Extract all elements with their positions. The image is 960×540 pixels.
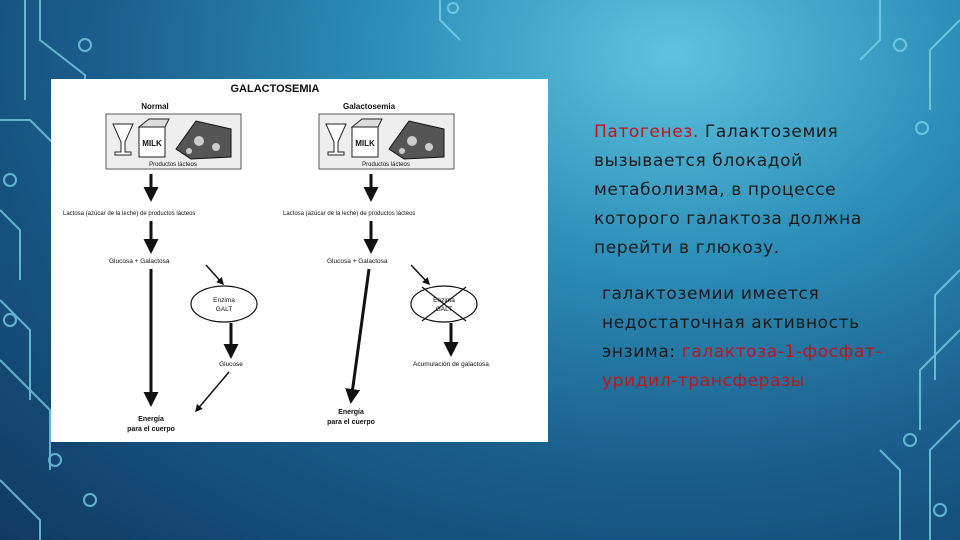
enzyme-deficiency-text: галактоземии имеется недостаточная активность энзима: bbox=[602, 284, 860, 362]
right-enzyme-line1: Enzima bbox=[433, 297, 455, 304]
right-enzyme-line2: GALT bbox=[435, 306, 453, 313]
right-energy-line2: para el cuerpo bbox=[327, 419, 375, 426]
right-dairy-products-image bbox=[319, 114, 454, 169]
left-header: Normal bbox=[141, 102, 169, 111]
right-energy-line1: Energía bbox=[338, 409, 364, 416]
diagram-title: GALACTOSEMIA bbox=[230, 83, 320, 95]
left-energy-line2: para el cuerpo bbox=[127, 426, 175, 433]
left-milk-label: MILK bbox=[142, 139, 162, 148]
enzyme-deficiency-paragraph bbox=[602, 280, 902, 396]
left-lactose-label: Lactosa (azúcar de la leche) de productos lácteos bbox=[63, 211, 196, 217]
left-dairy-products-image bbox=[106, 114, 241, 169]
enzyme-name: галактоза-1-фосфат-уридил-трансферазы bbox=[602, 342, 883, 391]
right-accumulation-label: Acumulación de galactosa bbox=[413, 361, 489, 368]
left-products-label: Productos lácteos bbox=[149, 162, 197, 168]
right-lactose-label: Lactosa (azúcar de la leche) de productos lácteos bbox=[283, 211, 416, 217]
right-milk-carton-icon bbox=[352, 119, 382, 157]
left-milk-carton-icon bbox=[139, 119, 169, 157]
left-glucose-galactose: Glucosa + Galactosa bbox=[109, 258, 170, 265]
right-header: Galactosemia bbox=[342, 102, 396, 111]
left-energy-line1: Energía bbox=[138, 416, 164, 423]
pathogenesis-heading: Патогенез. bbox=[594, 122, 699, 142]
right-products-label: Productos lácteos bbox=[362, 162, 410, 168]
pathogenesis-body: Галактоземия вызывается блокадой метаболизма, в процессе которого галактоза должна перейти в глюкозу. bbox=[594, 122, 862, 258]
left-enzyme-ellipse bbox=[191, 286, 257, 322]
left-enzyme-line2: GALT bbox=[215, 306, 233, 313]
right-milk-label: MILK bbox=[355, 139, 375, 148]
left-glucose-label: Glucose bbox=[219, 361, 243, 368]
pathogenesis-paragraph bbox=[594, 118, 894, 263]
left-enzyme-line1: Enzima bbox=[213, 297, 235, 304]
galactosemia-diagram bbox=[51, 79, 548, 442]
right-glucose-galactose: Glucosa + Galactosa bbox=[327, 258, 388, 265]
